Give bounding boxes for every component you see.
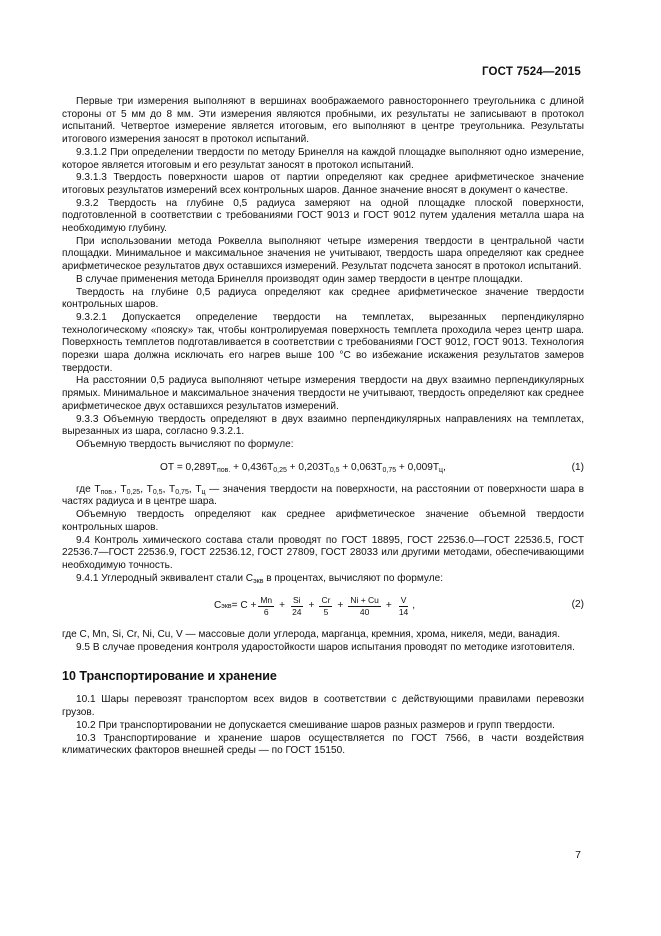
section-heading: 10 Транспортирование и хранение bbox=[62, 668, 277, 683]
formula-2-expression: С экв = С + $\frac{Mn}{6}$ + $\frac{Si}{24}$ + $\frac{Cr}{5}$ + $\frac{Ni + Cu}{40}$ + $\frac{V}{14}$ , bbox=[214, 595, 416, 618]
equation-number-1: (1) bbox=[571, 461, 584, 473]
paragraph: 9.3.2 Твердость на глубине 0,5 радиуса замеряют на одной площадке плоской поверхности, подготовленной в соответствии с требованиями ГОСТ 9013 и ГОСТ 9012 путем удаления металла шара на необходимую глубину. bbox=[62, 197, 584, 235]
fraction-ni-cu: $\frac{Ni + Cu}{40}$ bbox=[350, 595, 379, 618]
paragraph: В случае применения метода Бринелля производят один замер твердости в центре площадки. bbox=[76, 273, 523, 285]
paragraph: 9.3.1.2 При определении твердости по методу Бринелля на каждой площадке выполняют одно измерение, которое является итоговым и его результат заносят в протокол испытаний. bbox=[62, 146, 584, 171]
paragraph: 9.3.3 Объемную твердость определяют в двух взаимно перпендикулярных направлениях на темплетах, вырезанных из шара, согласно 9.3.2.1. bbox=[62, 413, 584, 438]
paragraph: 9.3.1.3 Твердость поверхности шаров от партии определяют как среднее арифметическое значение итоговых результатов измерений всех контрольных шаров. Данное значение вносят в документ о качестве. bbox=[62, 172, 584, 196]
formula-1-expression: ОТ = $0,289Т_{пов.} + 0,436Т_{0,25} + 0,203Т_{0,5} + 0,063Т_{0,75} + 0,009Т_ц$, bbox=[160, 461, 446, 474]
paragraph: При использовании метода Роквелла выполняют четыре измерения твердости в центральной части площадки. Минимальное и максимальное значения не учитывают, твердость шара определяют как среднее арифметическое результатов двух оставшихся измерений. Результат подсчета заносят в протокол испытаний. bbox=[62, 235, 584, 273]
formula-2-explanation: где С, Mn, Si, Cr, Ni, Cu, V — массовые доли углерода, марганца, кремния, хрома, никеля, меди, ванадия. bbox=[62, 629, 561, 641]
formula-1 bbox=[62, 462, 584, 476]
paragraph: Объемную твердость определяют как среднее арифметическое значение объемной твердости контрольных шаров. bbox=[62, 509, 584, 533]
document-header: ГОСТ 7524—2015 bbox=[481, 66, 581, 78]
fraction-si: $\frac{Si}{24}$ bbox=[292, 595, 302, 618]
paragraph: На расстоянии 0,5 радиуса выполняют четыре измерения твердости на двух взаимно перпендикулярных прямых. Минимальное и максимальное значения твердости не учитывают, твердость определяют как среднее арифметическое двух оставшихся результатов измерений. bbox=[62, 375, 584, 412]
page-number: 7 bbox=[575, 849, 581, 861]
paragraph: 10.3 Транспортирование и хранение шаров осуществляется по ГОСТ 7566, в части воздействия климатических факторов внешней среды — по ГОСТ 15150. bbox=[62, 732, 584, 757]
paragraph: 10.1 Шары перевозят транспортом всех видов в соответствии с действующими правилами перевозки грузов. bbox=[62, 694, 584, 719]
paragraph: 9.5 В случае проведения контроля ударостойкости шаров испытания проводят по методике изготовителя. bbox=[76, 642, 575, 654]
paragraph: Твердость на глубине 0,5 радиуса определяют как среднее арифметическое значение твердости контрольных шаров. bbox=[62, 286, 584, 311]
paragraph-941: 9.4.1 Углеродный эквивалент стали $С_{экв}$ в процентах, вычисляют по формуле: bbox=[76, 572, 444, 585]
equation-number-2: (2) bbox=[571, 599, 584, 611]
formula-2 bbox=[62, 589, 584, 627]
paragraph: Первые три измерения выполняют в вершинах воображаемого равностороннего треугольника с длиной стороны от 5 мм до 8 мм. Эти измерения являются пробными, их результаты не записывают в протокол испытаний. Четвертое измерение является итоговым, его выполняют в центре треугольника. Результаты итогового измерения заносят в протокол испытаний. bbox=[62, 96, 584, 146]
paragraph: 9.3.2.1 Допускается определение твердости на темплетах, вырезанных перпендикулярно технологическому «пояску» так, чтобы контролируемая поверхность темплета проходила через центр шара. Поверхность темплетов подготавливается в соответствии с требованиями ГОСТ 9012, ГОСТ 9013. Технология порезки шара должна исключать его нагрев выше 100 °С во избежание искажения результатов замеров твердости. bbox=[62, 311, 584, 374]
fraction-cr: $\frac{Cr}{5}$ bbox=[321, 595, 331, 618]
paragraph: Объемную твердость вычисляют по формуле: bbox=[76, 438, 294, 450]
document-body bbox=[62, 96, 584, 758]
fraction-mn: $\frac{Mn}{6}$ bbox=[260, 595, 273, 618]
fraction-v: $\frac{V}{14}$ bbox=[398, 595, 409, 618]
paragraph: 9.4 Контроль химического состава стали проводят по ГОСТ 18895, ГОСТ 22536.0—ГОСТ 22536.5, ГОСТ 22536.7—ГОСТ 22536.9, ГОСТ 22536.12, ГОСТ 27809, ГОСТ 28033 или другими методами, обеспечивающими необходимую точность. bbox=[62, 534, 584, 571]
formula-1-explanation: где $Т_{пов.}$, $Т_{0,25}$, $Т_{0,5}$, $Т_{0,75}$, $Т_ц$ — значения твердости на поверхности, на расстоянии от поверхности шара в частях радиуса и в центре шара. bbox=[62, 483, 584, 508]
paragraph: 10.2 При транспортировании не допускается смешивание шаров разных размеров и групп твердости. bbox=[76, 719, 555, 731]
